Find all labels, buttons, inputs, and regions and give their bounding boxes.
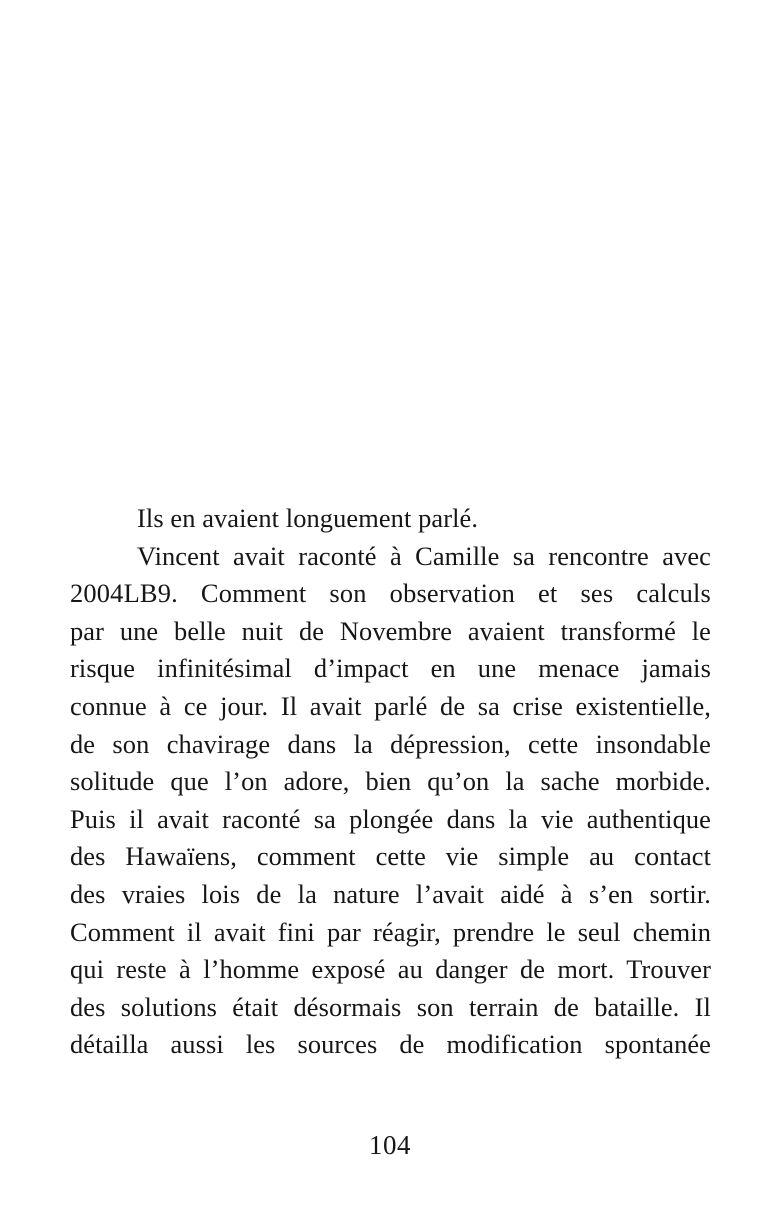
text-line: des Hawaïens, comment cette vie simple au contact — [70, 841, 711, 872]
text-line: risque infinitésimal d’impact en une menace jamais — [70, 653, 711, 684]
page-text-block — [70, 500, 711, 1064]
text-line: Puis il avait raconté sa plongée dans la vie authentique — [70, 803, 711, 834]
page-bottom-margin — [0, 1175, 780, 1230]
paragraph-1 — [70, 500, 711, 538]
text-line: Vincent avait raconté à Camille sa rencontre avec — [137, 540, 711, 571]
text-line: Comment il avait fini par réagir, prendre le seul chemin — [70, 916, 711, 947]
text-line: des vraies lois de la nature l’avait aidé à s’en sortir. — [70, 878, 711, 909]
text-line: par une belle nuit de Novembre avaient transformé le — [70, 615, 711, 646]
text-line: des solutions était désormais son terrain de bataille. Il — [70, 991, 711, 1022]
text-line: Ils en avaient longuement parlé. — [137, 503, 479, 533]
text-line: détailla aussi les sources de modification spontanée — [70, 1029, 711, 1060]
text-line: connue à ce jour. Il avait parlé de sa crise existentielle, — [70, 690, 711, 721]
page-number: 104 — [368, 1130, 412, 1160]
text-line: 2004LB9. Comment son observation et ses calculs — [70, 578, 711, 609]
text-line: qui reste à l’homme exposé au danger de mort. Trouver — [70, 954, 711, 985]
paragraph-2 — [70, 538, 711, 1064]
text-line: solitude que l’on adore, bien qu’on la sache morbide. — [70, 766, 711, 797]
page-top-margin — [0, 0, 780, 498]
text-line: de son chavirage dans la dépression, cette insondable — [70, 728, 711, 759]
